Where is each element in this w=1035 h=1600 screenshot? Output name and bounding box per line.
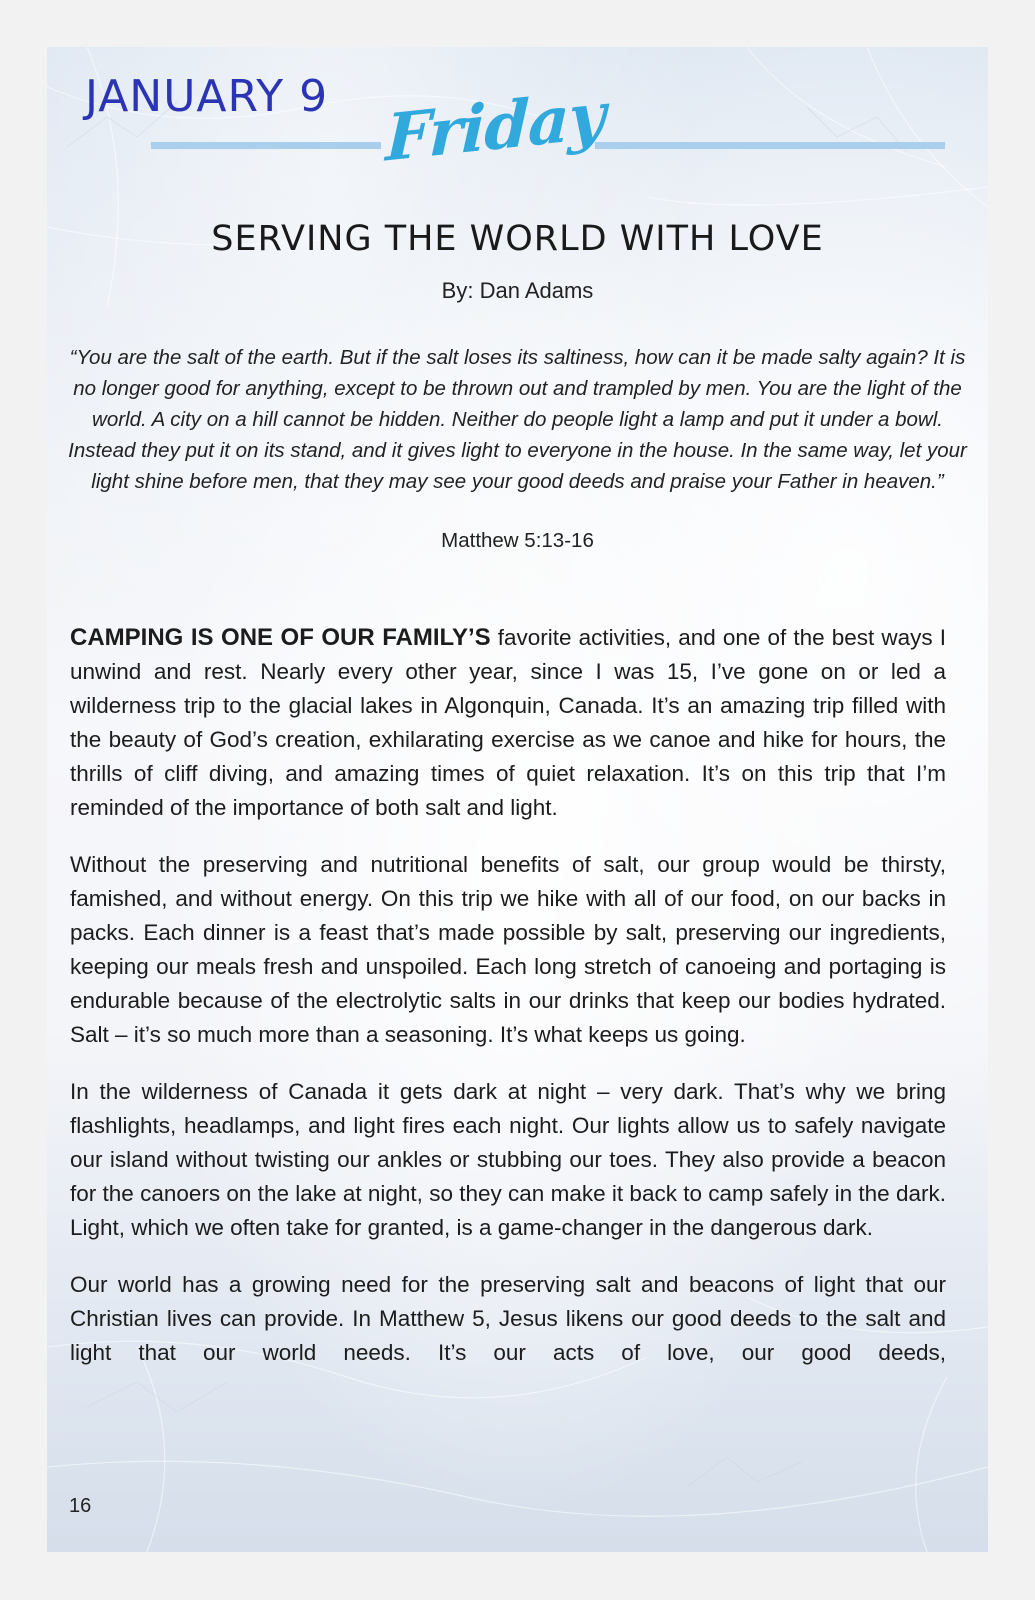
paragraph-text: favorite activities, and one of the best ways I unwind and rest. Nearly every other year, since I was 15, I’ve gone on or led a wilderness trip to the glacial lakes in Algonquin, Canada. It’s an amazing trip filled with the beauty of God’s creation, exhilarating exercise as we canoe and hike for hours, the thrills of cliff diving, and amazing times of quiet relaxation. It’s on this trip that I’m reminded of the importance of both salt and light. — [70, 625, 946, 820]
header-rule-left — [151, 142, 381, 149]
article-title: SERVING THE WORLD WITH LOVE — [211, 219, 824, 259]
date-heading: JANUARY 9 — [85, 71, 329, 122]
lead-in-text: CAMPING IS ONE OF OUR FAMILY’S — [70, 624, 491, 651]
weekday-heading: Friday — [384, 77, 606, 177]
header-rule-right — [595, 142, 945, 149]
scripture-quote: “You are the salt of the earth. But if the salt loses its saltiness, how can it be made salty again? It is no longer good for anything, except to be thrown out and trampled by men. You are the light of the world. A city on a hill cannot be hidden. Neither do people light a lamp and put it under a bowl. Instead they put it on its stand, and it gives light to everyone in the house. In the same way, let your light shine before men, that they may see your good deeds and praise your Father in heaven.” — [68, 346, 967, 493]
page-number: 16 — [69, 1495, 92, 1517]
body-paragraph — [70, 621, 946, 825]
body-paragraph: Without the preserving and nutritional benefits of salt, our group would be thirsty, famished, and without energy. On this trip we hike with all of our food, on our backs in packs. Each dinner is a feast that’s made possible by salt, preserving our ingredients, keeping our meals fresh and unspoiled. Each long stretch of canoeing and portaging is endurable because of the electrolytic salts in our drinks that keep our bodies hydrated. Salt – it’s so much more than a seasoning. It’s what keeps us going. — [70, 852, 946, 1047]
article-body — [70, 621, 946, 1393]
scripture-reference: Matthew 5:13-16 — [441, 529, 594, 552]
body-paragraph: In the wilderness of Canada it gets dark at night – very dark. That’s why we bring flashlights, headlamps, and light fires each night. Our lights allow us to safely navigate our island without twisting our ankles or stubbing our toes. They also provide a beacon for the canoers on the lake at night, so they can make it back to camp safely in the dark. Light, which we often take for granted, is a game-changer in the dangerous dark. — [70, 1079, 946, 1240]
devotional-page — [47, 47, 988, 1552]
body-paragraph: Our world has a growing need for the preserving salt and beacons of light that our Christian lives can provide. In Matthew 5, Jesus likens our good deeds to the salt and light that our world needs. It’s our acts of love, our good deeds, — [70, 1272, 946, 1365]
author-byline: By: Dan Adams — [441, 278, 594, 303]
